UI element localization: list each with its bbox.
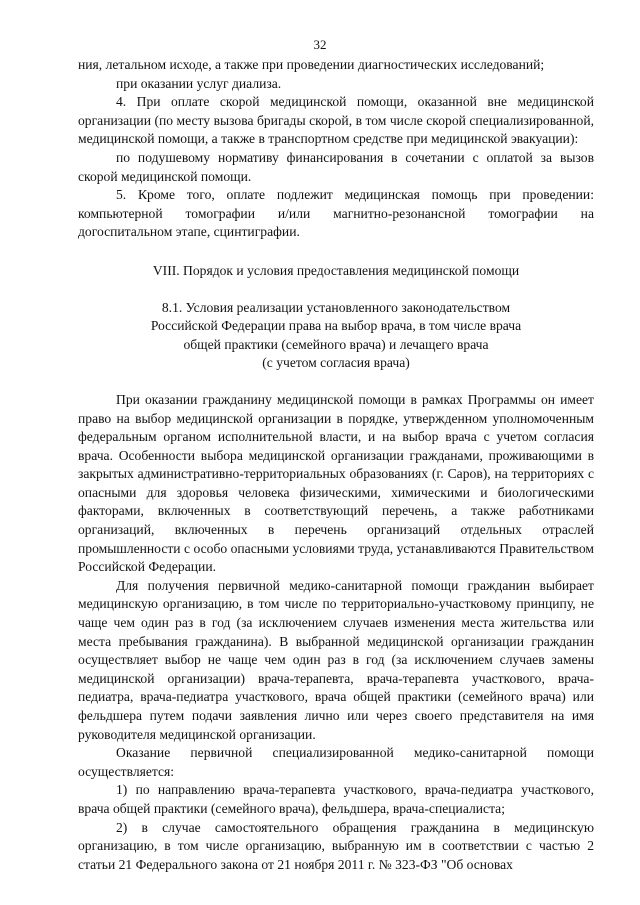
list-item-1: 1) по направлению врача-терапевта участкового, врача-педиатра участкового, врача общей практики (семейного врача), фельдшера, врача-специалиста; bbox=[78, 782, 594, 816]
subsection-heading-line: общей практики (семейного врача) и лечащего врача bbox=[183, 336, 489, 352]
list-item-2: 2) в случае самостоятельного обращения гражданина в медицинскую организацию, в том числе организацию, выбранную им в соответствии с частью 2 статьи 21 Федерального закона от 21 ноября 2011 г. № 323-ФЗ "Об основах bbox=[78, 819, 594, 872]
paragraph-item-4: 4. При оплате скорой медицинской помощи, оказанной вне медицинской организации (по месту вызова бригады скорой, в том числе скорой специализированной, медицинской помощи, а также в транспортном средстве при медицинской эвакуации): bbox=[78, 94, 594, 147]
paragraph-item-5: 5. Кроме того, оплате подлежит медицинская помощь при проведении: компьютерной томографии и/или магнитно-резонансной томографии на догоспитальном этапе, сцинтиграфии. bbox=[78, 187, 594, 240]
page-number: 32 bbox=[313, 37, 327, 52]
paragraph-right-to-choose: При оказании гражданину медицинской помощи в рамках Программы он имеет право на выбор медицинской организации в порядке, утвержденном уполномоченным федеральным органом исполнительной власти, и на выбор врача с учетом согласия врача. Особенности выбора медицинской организации гражданами, проживающими в закрытых административно-территориальных образованиях (г. Саров), на территориях с опасными для здоровья человека физическими, химическими и биологическими факторами, включенных в соответствующий перечень, а также работниками организаций, включенных в перечень организаций отдельных отраслей промышленности с особо опасными условиями труда, устанавливаются Правительством Российской Федерации. bbox=[78, 391, 594, 575]
paragraph-primary-care-choice: Для получения первичной медико-санитарной помощи гражданин выбирает медицинскую организацию, в том числе по территориально-участковому принципу, не чаще чем один раз в год (за исключением случаев изменения места жительства или места пребывания гражданина). В выбранной медицинской организации гражданин осуществляет выбор не чаще чем один раз в год (за исключением случаев замены медицинской организации) врача-терапевта, врача-терапевта участкового, врача-педиатра, врача-педиатра участкового, врача общей практики (семейного врача) или фельдшера путем подачи заявления лично или через своего представителя на имя руководителя медицинской организации. bbox=[78, 577, 594, 742]
paragraph-dialysis: при оказании услуг диализа. bbox=[116, 75, 282, 91]
section-heading: VIII. Порядок и условия предоставления медицинской помощи bbox=[152, 262, 520, 278]
paragraph-continuation: ния, летальном исходе, а также при проведении диагностических исследований; bbox=[78, 57, 545, 72]
paragraph-per-capita: по подушевому нормативу финансирования в сочетании с оплатой за вызов скорой медицинской помощи. bbox=[78, 149, 594, 184]
subsection-heading-line: Российской Федерации права на выбор врача, в том числе врача bbox=[150, 318, 522, 334]
document-body bbox=[78, 56, 594, 874]
subsection-heading-line: 8.1. Условия реализации установленного законодательством bbox=[161, 299, 511, 315]
paragraph-specialized-care: Оказание первичной специализированной медико-санитарной помощи осуществляется: bbox=[78, 745, 594, 779]
subsection-heading-line: (с учетом согласия врача) bbox=[262, 355, 410, 371]
subsection-heading bbox=[78, 299, 594, 373]
